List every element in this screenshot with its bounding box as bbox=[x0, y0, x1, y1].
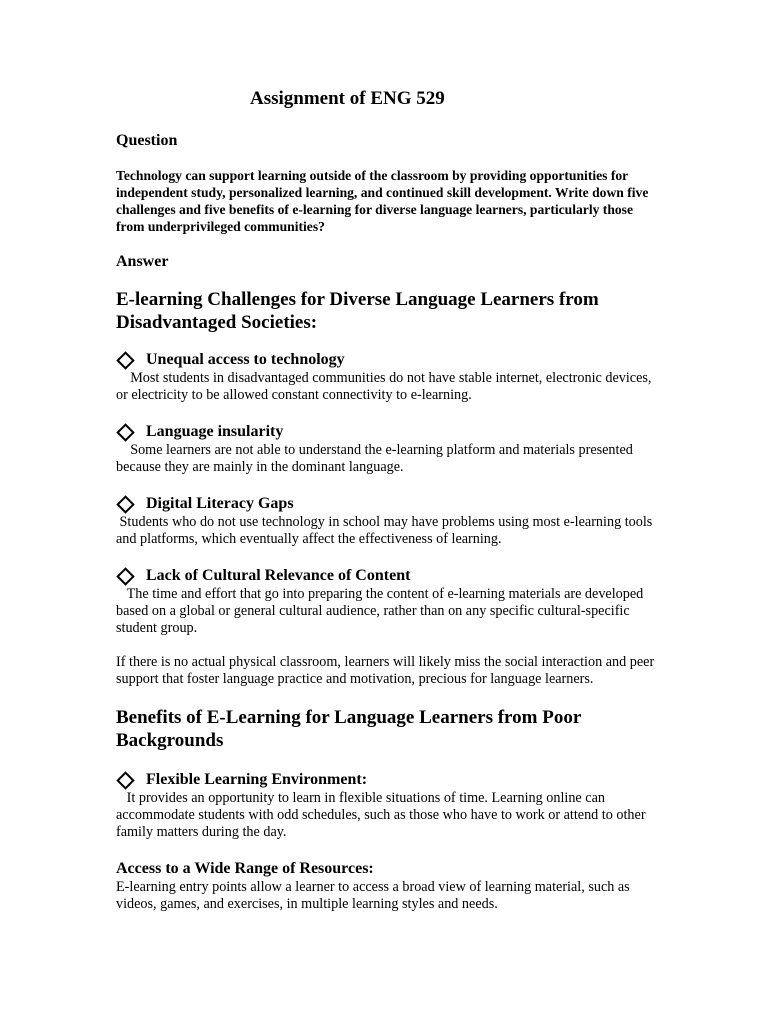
document-title: Assignment of ENG 529 bbox=[250, 88, 445, 109]
challenge-item bbox=[116, 350, 661, 404]
document-content bbox=[116, 86, 661, 913]
challenge-body: Some learners are not able to understand the e-learning platform and materials presented because they are mainly in the dominant language. bbox=[116, 442, 637, 475]
resources-heading: Access to a Wide Range of Resources: bbox=[116, 860, 374, 877]
benefit-item-heading bbox=[116, 770, 661, 790]
extra-paragraph: If there is no actual physical classroom, learners will likely miss the social interaction and peer support that foster language practice and motivation, precious for language learners. bbox=[116, 654, 655, 687]
diamond-bullet-icon bbox=[116, 423, 134, 441]
benefits-heading: Benefits of E-Learning for Language Learners from Poor Backgrounds bbox=[116, 707, 581, 751]
challenge-title: Digital Literacy Gaps bbox=[146, 495, 294, 512]
challenge-body: Students who do not use technology in school may have problems using most e-learning tools and platforms, which eventually affect the effectiveness of learning. bbox=[116, 514, 656, 547]
challenge-item bbox=[116, 494, 661, 548]
diamond-bullet-icon bbox=[116, 567, 134, 585]
diamond-bullet-icon bbox=[116, 495, 134, 513]
diamond-bullet-icon bbox=[116, 771, 134, 789]
benefit-body: It provides an opportunity to learn in flexible situations of time. Learning online can accommodate students with odd schedules, such as those who have to work or attend to other family matters during the day. bbox=[116, 790, 650, 840]
benefit-item bbox=[116, 770, 661, 841]
challenge-item-heading bbox=[116, 566, 661, 586]
challenge-item-heading bbox=[116, 350, 661, 370]
challenge-item bbox=[116, 422, 661, 476]
challenge-item-heading bbox=[116, 422, 661, 442]
challenge-body: The time and effort that go into preparing the content of e-learning materials are developed based on a global or general cultural audience, rather than on any specific cultural-specific student group. bbox=[116, 586, 647, 636]
resources-body: E-learning entry points allow a learner to access a broad view of learning material, such as videos, games, and exercises, in multiple learning styles and needs. bbox=[116, 879, 630, 912]
benefit-title: Flexible Learning Environment: bbox=[146, 771, 368, 788]
challenge-title: Language insularity bbox=[146, 423, 284, 440]
challenge-body: Most students in disadvantaged communities do not have stable internet, electronic devices, or electricity to be allowed constant connectivity to e-learning. bbox=[116, 370, 655, 403]
challenge-title: Lack of Cultural Relevance of Content bbox=[146, 567, 411, 584]
challenge-item-heading bbox=[116, 494, 661, 514]
question-text: Technology can support learning outside of the classroom by providing opportunities for independent study, personalized learning, and continued skill development. Write down five challenges and five benefits of e-learning for diverse language learners, particularly those from underprivileged communities? bbox=[116, 168, 649, 234]
resources-item bbox=[116, 859, 661, 913]
challenges-heading: E-learning Challenges for Diverse Language Learners from Disadvantaged Societies: bbox=[116, 289, 599, 333]
challenge-title: Unequal access to technology bbox=[146, 351, 345, 368]
question-heading: Question bbox=[116, 132, 178, 149]
answer-heading: Answer bbox=[116, 253, 169, 270]
diamond-bullet-icon bbox=[116, 351, 134, 369]
challenge-item bbox=[116, 566, 661, 637]
